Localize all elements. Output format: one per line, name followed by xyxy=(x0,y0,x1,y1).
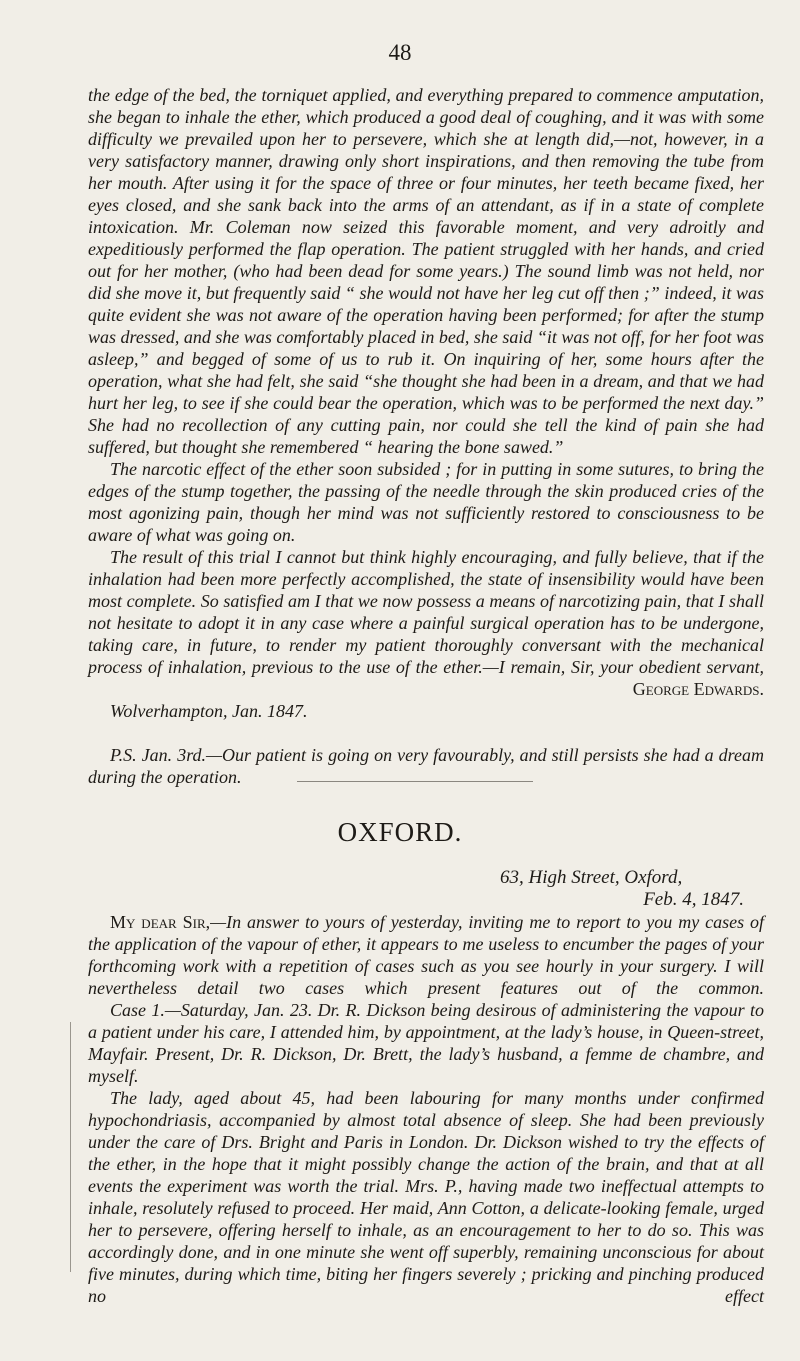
address-date: Feb. 4, 1847. xyxy=(643,889,744,910)
page-number: 48 xyxy=(388,40,412,65)
section-heading: OXFORD. xyxy=(337,817,463,847)
signature: George Edwards. xyxy=(632,679,764,699)
letter-body-2 xyxy=(88,911,764,1307)
address-block xyxy=(500,867,764,911)
paragraph: —In answer to yours of yesterday, inviting me to report to you my cases of the application of the vapour of ether, it appears to me useless to encumber the pages of your forthcoming work with a repetition of cases such as you see hourly in your surgery. I will nevertheless detail two cases which present features out of the common. xyxy=(88,912,765,998)
paragraph: Case 1.—Saturday, Jan. 23. Dr. R. Dickson being desirous of administering the vapour to a patient under his care, I attended him, by appointment, at the lady’s house, in Queen-street, Mayfair. Present, Dr. R. Dickson, Dr. Brett, the lady’s husband, a femme de chambre, and myself. xyxy=(88,1000,764,1086)
paragraph: The narcotic effect of the ether soon subsided ; for in putting in some sutures, to bring the edges of the stump together, the passing of the needle through the skin produced cries of the most agonizing pain, though her mind was not sufficiently restored to consciousness to be aware of what was going on. xyxy=(88,459,764,545)
paragraph: The lady, aged about 45, had been labouring for many months under confirmed hypochondriasis, accompanied by almost total absence of sleep. She had been previously under the care of Drs. Bright and Paris in London. Dr. Dickson wished to try the effects of the ether, in the hope that it might possibly change the action of the brain, and that at all events the experiment was worth the trial. Mrs. P., having made two ineffectual attempts to inhale, resolutely refused to proceed. Her maid, Ann Cotton, a delicate-looking female, urged her to persevere, offering herself to inhale, as an encouragement to her to do so. This was accordingly done, and in one minute she went off superbly, remaining unconscious for about five minutes, during which time, biting her fingers severely ; pricking and pinching produced no effect xyxy=(88,1088,764,1306)
postscript: P.S. Jan. 3rd.—Our patient is going on very favourably, and still persists she had a dream during the operation. xyxy=(88,745,764,787)
place-date: Wolverhampton, Jan. 1847. xyxy=(110,701,308,721)
letter-body-1 xyxy=(88,84,764,788)
paragraph: The result of this trial I cannot but think highly encouraging, and fully believe, that if the inhalation had been more perfectly accomplished, the state of insensibility would have been most complete. So satisfied am I that we now possess a means of narcotizing pain, that I shall not hesitate to adopt it in any case where a painful surgical operation has to be undergone, taking care, in future, to render my patient thoroughly conversant with the mechanical process of inhalation, previous to the use of the ether.—I remain, Sir, your obedient servant, xyxy=(88,547,764,677)
margin-mark xyxy=(70,1022,77,1272)
paragraph: the edge of the bed, the torniquet applied, and everything prepared to commence amputation, she began to inhale the ether, which produced a good deal of coughing, and it was with some difficulty we prevailed upon her to persevere, which she at length did,—not, however, in a very satisfactory manner, drawing only short inspirations, and then removing the tube from her mouth. After using it for the space of three or four minutes, her teeth became fixed, her eyes closed, and she sank back into the arms of an attendant, as if in a state of complete intoxication. Mr. Coleman now seized this favorable moment, and very adroitly and expeditiously performed the flap operation. The patient struggled with her hands, and cried out for her mother, (who had been dead for some years.) The sound limb was not held, nor did she move it, but frequently said “ she would not have her leg cut off then ;” indeed, it was quite evident she was not aware of the operation having been performed; for after the stump was dressed, and she was comfortably placed in bed, she said “it was not off, for her foot was asleep,” and begged of some of us to rub it. On inquiring of her, some hours after the operation, what she had felt, she said “she thought she had been in a dream, and that we had hurt her leg, to see if she could bear the operation, which was to be performed the next day.” She had no recollection of any cutting pain, nor could she tell the kind of pain she had suffered, but thought she remembered “ hearing the bone sawed.” xyxy=(88,85,764,457)
section-divider xyxy=(297,781,533,782)
address-line: 63, High Street, Oxford, xyxy=(500,867,683,888)
salutation: My dear Sir, xyxy=(110,912,211,932)
